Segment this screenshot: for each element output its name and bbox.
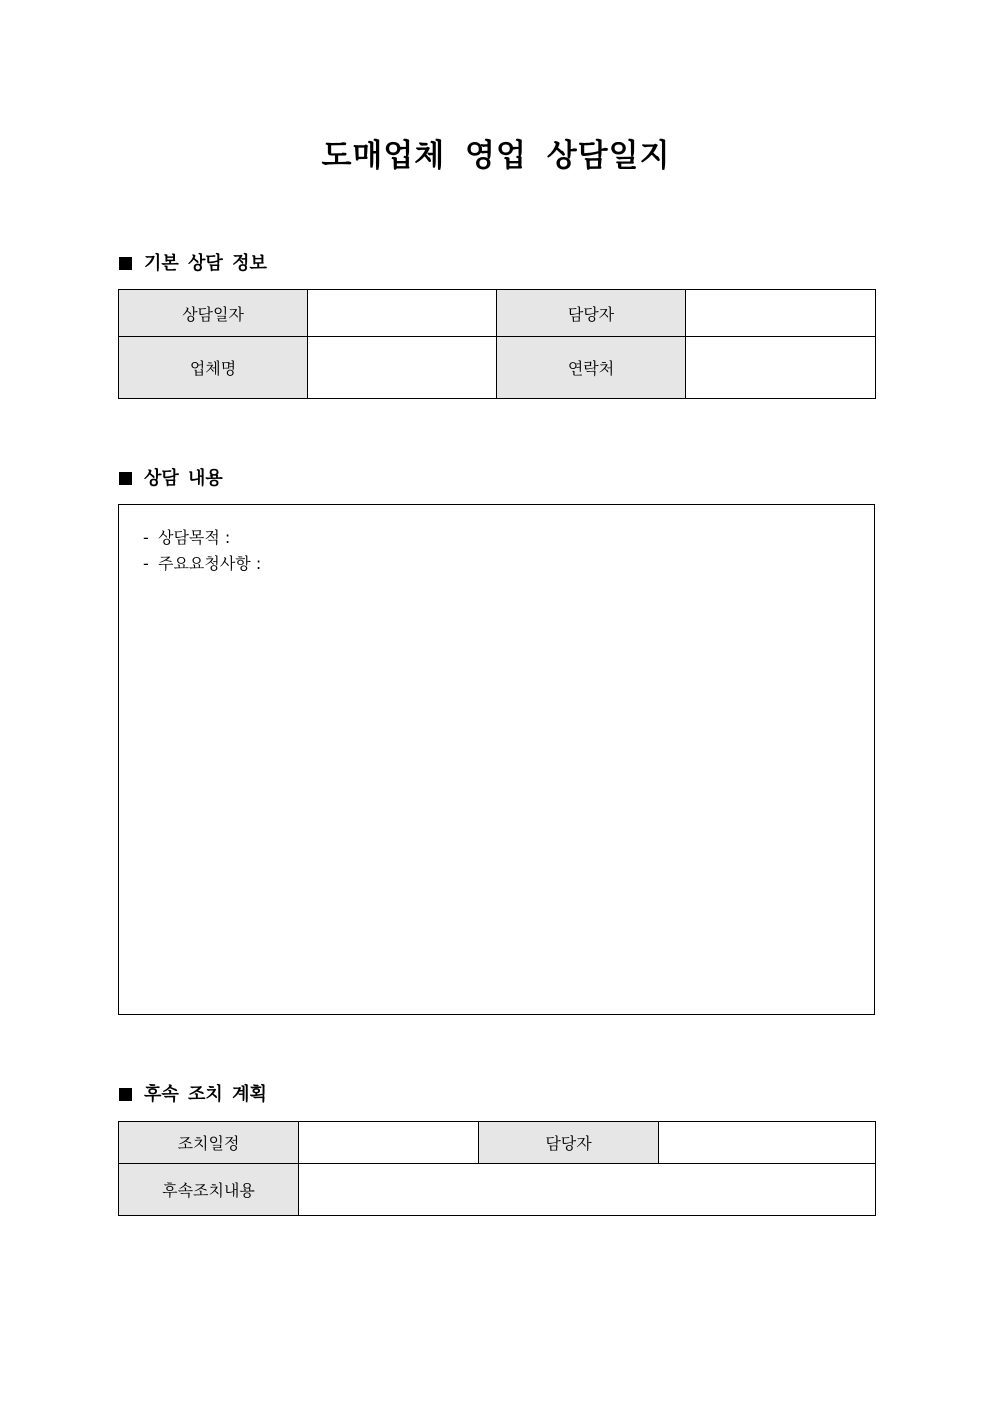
- contact-label: 연락처: [497, 337, 686, 399]
- dash-bullet: -: [143, 528, 149, 547]
- basic-info-table: [118, 289, 876, 399]
- main-requests-label: 주요요청사항 :: [158, 554, 262, 573]
- consult-date-label: 상담일자: [119, 290, 308, 337]
- section-heading-label: 기본 상담 정보: [144, 253, 267, 274]
- consultation-content-box[interactable]: [118, 504, 875, 1015]
- table-row: [119, 1164, 876, 1216]
- square-bullet-icon: [119, 257, 132, 270]
- follow-up-table: [118, 1121, 876, 1216]
- contact-field[interactable]: [686, 337, 876, 399]
- square-bullet-icon: [119, 472, 132, 485]
- list-item: [143, 551, 874, 577]
- section-heading-follow-up: [119, 1083, 267, 1107]
- section-heading-label: 후속 조치 계획: [144, 1084, 267, 1105]
- document-title: 도매업체 영업 상담일지: [321, 138, 671, 174]
- consultation-list: [119, 505, 874, 577]
- consult-purpose-label: 상담목적 :: [158, 528, 231, 547]
- follow-up-manager-label: 담당자: [479, 1122, 659, 1164]
- follow-up-content-label: 후속조치내용: [119, 1164, 299, 1216]
- table-row: [119, 1122, 876, 1164]
- dash-bullet: -: [143, 554, 149, 573]
- manager-field[interactable]: [686, 290, 876, 337]
- square-bullet-icon: [119, 1088, 132, 1101]
- action-schedule-label: 조치일정: [119, 1122, 299, 1164]
- follow-up-manager-field[interactable]: [659, 1122, 876, 1164]
- list-item: [143, 525, 874, 551]
- company-name-label: 업체명: [119, 337, 308, 399]
- consult-date-field[interactable]: [308, 290, 497, 337]
- table-row: [119, 337, 876, 399]
- action-schedule-field[interactable]: [299, 1122, 479, 1164]
- company-name-field[interactable]: [308, 337, 497, 399]
- section-heading-consultation: [119, 467, 223, 491]
- section-heading-basic-info: [119, 252, 267, 276]
- follow-up-content-field[interactable]: [299, 1164, 876, 1216]
- table-row: [119, 290, 876, 337]
- section-heading-label: 상담 내용: [144, 468, 223, 489]
- manager-label: 담당자: [497, 290, 686, 337]
